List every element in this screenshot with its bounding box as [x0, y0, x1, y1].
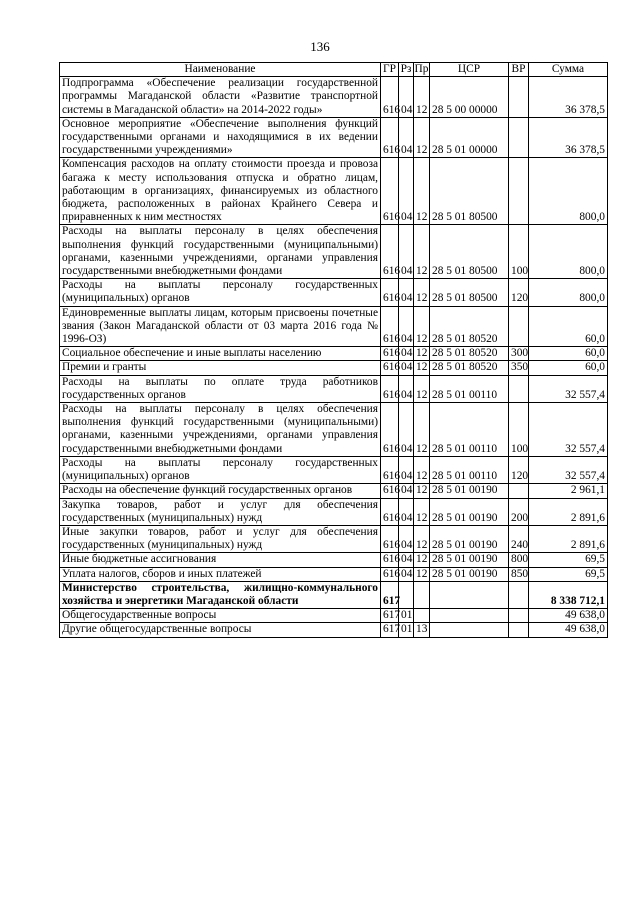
cell-name: Подпрограмма «Обеспечение реализации государственной программы Магаданской области «Развитие транспортной системы в Магаданской области» на 2014-2022 годы»	[60, 77, 381, 118]
cell-sum: 69,5	[529, 553, 608, 567]
table-row	[60, 581, 608, 608]
cell-sum: 36 378,5	[529, 117, 608, 158]
cell-vr: 100	[509, 403, 529, 457]
cell-sum: 32 557,4	[529, 403, 608, 457]
cell-name: Закупка товаров, работ и услуг для обеспечения государственных (муниципальных) нужд	[60, 498, 381, 525]
cell-csr: 28 5 01 00190	[430, 525, 509, 552]
cell-csr: 28 5 01 00110	[430, 375, 509, 402]
cell-rz: 04	[399, 77, 414, 118]
cell-pr: 12	[414, 498, 430, 525]
cell-gr: 616	[381, 225, 399, 279]
table-row	[60, 567, 608, 581]
table-row	[60, 117, 608, 158]
cell-gr: 616	[381, 403, 399, 457]
cell-pr: 12	[414, 361, 430, 375]
cell-name: Расходы на выплаты персоналу в целях обеспечения выполнения функций государственными (муниципальными) органами, казенными учреждениями, органами управления государственными внебюджетными фондами	[60, 225, 381, 279]
cell-rz: 04	[399, 361, 414, 375]
cell-sum: 800,0	[529, 279, 608, 306]
cell-vr	[509, 158, 529, 225]
cell-pr: 12	[414, 403, 430, 457]
cell-pr: 12	[414, 279, 430, 306]
cell-gr: 617	[381, 623, 399, 637]
table-row	[60, 306, 608, 347]
cell-vr	[509, 484, 529, 498]
cell-csr: 28 5 00 00000	[430, 77, 509, 118]
cell-pr	[414, 609, 430, 623]
cell-csr: 28 5 01 00110	[430, 403, 509, 457]
cell-rz: 04	[399, 484, 414, 498]
header-gr: ГР	[381, 63, 399, 77]
table-row	[60, 375, 608, 402]
cell-name: Министерство строительства, жилищно-коммунального хозяйства и энергетики Магаданской области	[60, 581, 381, 608]
cell-rz: 04	[399, 117, 414, 158]
cell-vr: 120	[509, 456, 529, 483]
cell-name: Основное мероприятие «Обеспечение выполнения функций государственными органами и находящимися в их ведении государственными учреждениями»	[60, 117, 381, 158]
cell-name: Расходы на выплаты персоналу государственных (муниципальных) органов	[60, 456, 381, 483]
cell-sum: 8 338 712,1	[529, 581, 608, 608]
header-pr: Пр	[414, 63, 429, 75]
cell-name: Социальное обеспечение и иные выплаты населению	[60, 347, 381, 361]
cell-sum: 800,0	[529, 158, 608, 225]
cell-name: Расходы на выплаты персоналу государственных (муниципальных) органов	[60, 279, 381, 306]
cell-vr: 800	[509, 553, 529, 567]
cell-rz: 04	[399, 306, 414, 347]
cell-gr: 616	[381, 525, 399, 552]
cell-pr: 12	[414, 484, 430, 498]
cell-gr: 616	[381, 279, 399, 306]
cell-sum: 49 638,0	[529, 623, 608, 637]
table-row	[60, 609, 608, 623]
cell-sum: 60,0	[529, 347, 608, 361]
cell-sum: 2 891,6	[529, 525, 608, 552]
cell-sum: 36 378,5	[529, 77, 608, 118]
table-row	[60, 158, 608, 225]
header-vr: ВР	[509, 63, 529, 77]
cell-gr: 616	[381, 553, 399, 567]
cell-vr: 120	[509, 279, 529, 306]
table-row	[60, 279, 608, 306]
header-csr: ЦСР	[430, 63, 509, 77]
cell-rz: 04	[399, 498, 414, 525]
cell-csr: 28 5 01 00190	[430, 553, 509, 567]
cell-rz: 01	[399, 623, 414, 637]
cell-sum: 60,0	[529, 306, 608, 347]
cell-csr: 28 5 01 80500	[430, 279, 509, 306]
table-row	[60, 525, 608, 552]
cell-name: Иные бюджетные ассигнования	[60, 553, 381, 567]
cell-vr: 240	[509, 525, 529, 552]
cell-name: Премии и гранты	[60, 361, 381, 375]
cell-rz: 04	[399, 225, 414, 279]
cell-gr: 616	[381, 456, 399, 483]
cell-sum: 69,5	[529, 567, 608, 581]
header-name: Наименование	[60, 63, 381, 77]
table-row	[60, 484, 608, 498]
cell-csr: 28 5 01 00110	[430, 456, 509, 483]
cell-vr	[509, 609, 529, 623]
cell-csr: 28 5 01 00190	[430, 567, 509, 581]
cell-pr: 13	[414, 623, 430, 637]
cell-sum: 60,0	[529, 361, 608, 375]
cell-rz: 04	[399, 279, 414, 306]
cell-gr: 616	[381, 77, 399, 118]
cell-name: Иные закупки товаров, работ и услуг для обеспечения государственных (муниципальных) нужд	[60, 525, 381, 552]
cell-csr: 28 5 01 80520	[430, 306, 509, 347]
cell-vr: 100	[509, 225, 529, 279]
table-row	[60, 347, 608, 361]
cell-pr: 12	[414, 525, 430, 552]
cell-name: Расходы на выплаты персоналу в целях обеспечения выполнения функций государственными (муниципальными) органами, казенными учреждениями, органами управления государственными внебюджетными фондами	[60, 403, 381, 457]
cell-rz	[399, 581, 414, 608]
cell-gr: 616	[381, 567, 399, 581]
cell-name: Расходы на выплаты по оплате труда работников государственных органов	[60, 375, 381, 402]
table-row	[60, 361, 608, 375]
cell-csr: 28 5 01 00000	[430, 117, 509, 158]
cell-rz: 04	[399, 403, 414, 457]
cell-gr: 616	[381, 375, 399, 402]
cell-rz: 04	[399, 525, 414, 552]
cell-gr: 617	[381, 609, 399, 623]
cell-vr	[509, 306, 529, 347]
cell-name: Расходы на обеспечение функций государственных органов	[60, 484, 381, 498]
cell-rz: 04	[399, 347, 414, 361]
cell-rz: 01	[399, 609, 414, 623]
table-row	[60, 553, 608, 567]
cell-csr: 28 5 01 80520	[430, 347, 509, 361]
header-rz: Рз	[399, 63, 414, 77]
cell-vr	[509, 581, 529, 608]
table-row	[60, 225, 608, 279]
table-row	[60, 498, 608, 525]
cell-pr: 12	[414, 347, 430, 361]
cell-gr: 616	[381, 158, 399, 225]
cell-sum: 49 638,0	[529, 609, 608, 623]
cell-vr	[509, 375, 529, 402]
cell-name: Компенсация расходов на оплату стоимости проезда и провоза багажа к месту использования отпуска и обратно лицам, работающим в организациях, финансируемых из областного бюджета, расположенных в районах Крайнего Севера и приравненных к ним местностях	[60, 158, 381, 225]
cell-gr: 617	[381, 581, 399, 608]
cell-rz: 04	[399, 456, 414, 483]
cell-pr: 12	[414, 117, 430, 158]
page-number: 136	[310, 39, 330, 54]
table-row	[60, 403, 608, 457]
cell-csr: 28 5 01 00190	[430, 498, 509, 525]
cell-pr: 12	[414, 567, 430, 581]
table-row	[60, 77, 608, 118]
table-row	[60, 623, 608, 637]
cell-name: Уплата налогов, сборов и иных платежей	[60, 567, 381, 581]
cell-vr	[509, 623, 529, 637]
cell-pr: 12	[414, 553, 430, 567]
cell-vr: 200	[509, 498, 529, 525]
cell-gr: 616	[381, 484, 399, 498]
cell-name: Единовременные выплаты лицам, которым присвоены почетные звания (Закон Магаданской области от 03 марта 2016 года № 1996-ОЗ)	[60, 306, 381, 347]
table-row	[60, 456, 608, 483]
cell-csr: 28 5 01 80500	[430, 225, 509, 279]
table-header-row	[60, 63, 608, 77]
cell-rz: 04	[399, 158, 414, 225]
cell-pr: 12	[414, 375, 430, 402]
cell-sum: 32 557,4	[529, 456, 608, 483]
cell-pr: 12	[414, 456, 430, 483]
budget-table	[59, 62, 608, 638]
cell-gr: 616	[381, 117, 399, 158]
cell-pr	[414, 581, 430, 608]
cell-pr: 12	[414, 306, 430, 347]
cell-sum: 32 557,4	[529, 375, 608, 402]
cell-pr: 12	[414, 158, 430, 225]
cell-sum: 2 961,1	[529, 484, 608, 498]
cell-vr	[509, 117, 529, 158]
header-sum: Сумма	[529, 63, 608, 77]
cell-csr	[430, 609, 509, 623]
cell-rz: 04	[399, 567, 414, 581]
cell-rz: 04	[399, 375, 414, 402]
cell-vr: 350	[509, 361, 529, 375]
cell-rz: 04	[399, 553, 414, 567]
cell-gr: 616	[381, 306, 399, 347]
cell-csr: 28 5 01 80500	[430, 158, 509, 225]
cell-pr: 12	[414, 77, 430, 118]
cell-name: Другие общегосударственные вопросы	[60, 623, 381, 637]
cell-csr	[430, 623, 509, 637]
cell-pr: 12	[414, 225, 430, 279]
cell-gr: 616	[381, 361, 399, 375]
cell-gr: 616	[381, 498, 399, 525]
cell-csr: 28 5 01 80520	[430, 361, 509, 375]
cell-vr: 850	[509, 567, 529, 581]
cell-sum: 2 891,6	[529, 498, 608, 525]
cell-vr: 300	[509, 347, 529, 361]
cell-name: Общегосударственные вопросы	[60, 609, 381, 623]
cell-vr	[509, 77, 529, 118]
cell-csr: 28 5 01 00190	[430, 484, 509, 498]
cell-gr: 616	[381, 347, 399, 361]
cell-sum: 800,0	[529, 225, 608, 279]
cell-csr	[430, 581, 509, 608]
